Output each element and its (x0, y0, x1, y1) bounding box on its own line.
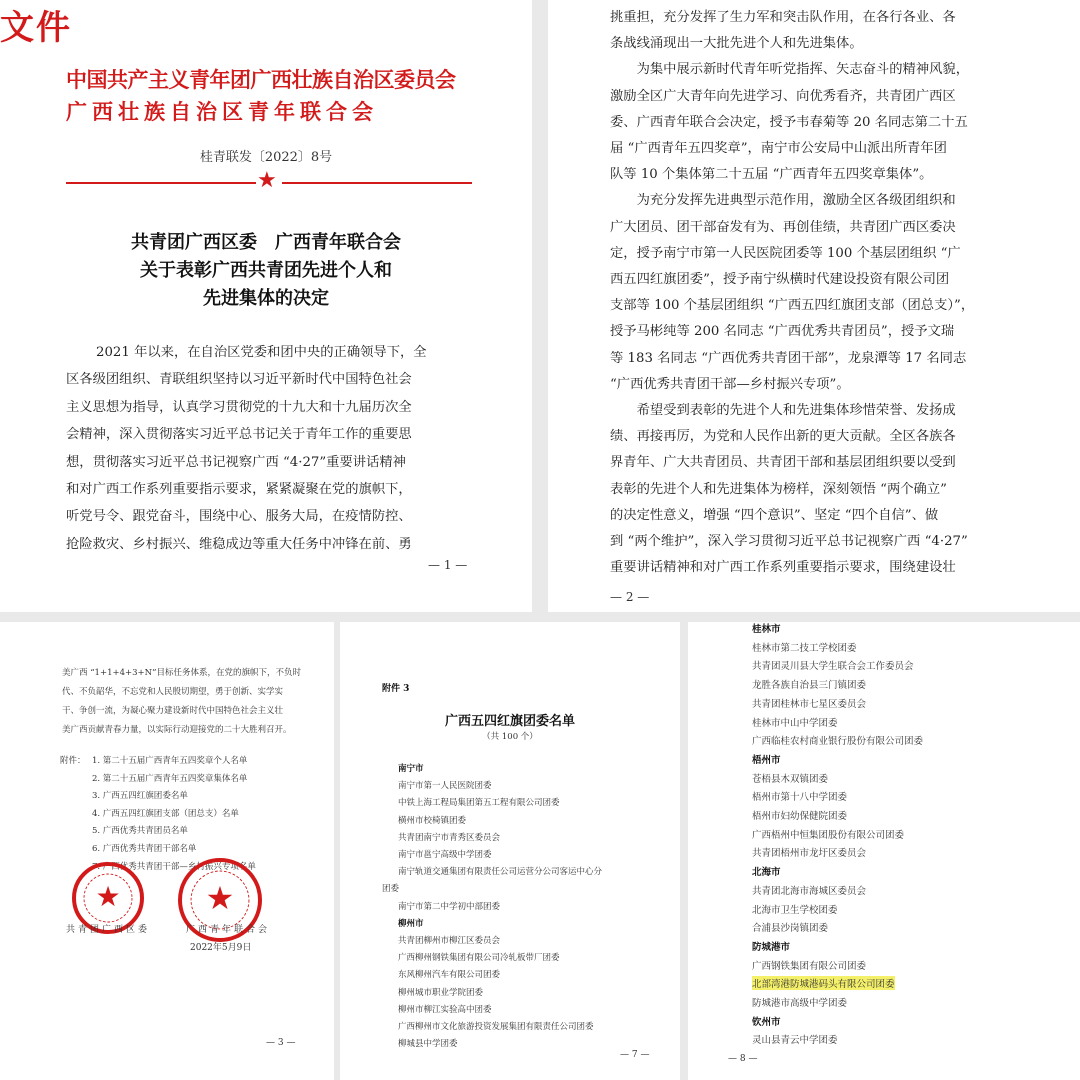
list-item: 柳城县中学团委 (398, 1039, 458, 1050)
page-number: — 2 — (610, 590, 650, 604)
doc-title-line: 先进集体的决定 (203, 288, 329, 309)
signer-right: 广西青年联合会 (186, 925, 271, 935)
body-line: 表彰的先进个人和先进集体为榜样，深刻领悟 “两个确立” (610, 481, 947, 497)
list-item: 共青团柳州市柳江区委员会 (398, 936, 501, 946)
body-line: 条战线涌现出一大批先进个人和先进集体。 (610, 36, 863, 52)
header-suffix: 文件 (0, 8, 72, 48)
red-divider-right (282, 182, 472, 184)
city-heading: 柳州市 (398, 918, 424, 929)
attachment-item: 2. 第二十五届广西青年五四奖章集体名单 (92, 773, 248, 784)
body-line: 届 “广西青年五四奖章”，南宁市公安局中山派出所青年团 (610, 141, 947, 156)
signer-left: 共青团广西区委 (66, 925, 151, 935)
list-item: 梧州市妇幼保健院团委 (752, 811, 848, 822)
list-item: 广西柳州钢铁集团有限公司冷轧板带厂团委 (398, 953, 560, 964)
official-seal-right: ★ (178, 858, 262, 942)
attachments-label: 附件： (60, 756, 86, 766)
list-item: 共青团桂林市七星区委员会 (752, 698, 867, 710)
list-item: 南宁市第二中学初中部团委 (398, 901, 501, 912)
list-item: 横州市校椅镇团委 (398, 815, 467, 826)
list-item: 桂林市第二技工学校团委 (752, 642, 857, 654)
body-line: 为充分发挥先进典型示范作用，激励全区各级团组织和 (610, 193, 956, 209)
list-item: 柳州市柳江实验高中团委 (398, 1004, 492, 1015)
body-line: 授予马彬纯等 200 名同志 “广西优秀共青团员”，授予文瑞 (610, 324, 955, 340)
body-line: 区各级团组织、青联组织坚持以习近平新时代中国特色社会 (66, 372, 412, 388)
body-line: 会精神，深入贯彻落实习近平总书记关于青年工作的重要思 (66, 427, 412, 443)
list-item: 中铁上海工程局集团第五工程有限公司团委 (398, 798, 560, 809)
city-heading: 北海市 (752, 867, 781, 879)
page-3 (0, 622, 334, 1080)
page-5 (688, 622, 1080, 1080)
body-line: “广西优秀共青团干部—乡村振兴专项”。 (610, 376, 850, 392)
body-line: 激励全区广大青年向先进学习、向优秀看齐，共青团广西区 (610, 88, 956, 104)
page-number: — 3 — (266, 1038, 296, 1048)
body-line: 队等 10 个集体第二十五届 “广西青年五四奖章集体”。 (610, 167, 933, 183)
list-item: 龙胜各族自治县三门镇团委 (752, 680, 867, 692)
page-number: — 8 — (728, 1054, 758, 1064)
attachment-item: 6. 广西优秀共青团干部名单 (92, 844, 197, 854)
list-item: 广西临桂农村商业银行股份有限公司团委 (752, 736, 924, 748)
list-item: 南宁市第一人民医院团委 (398, 781, 492, 792)
body-line: 支部等 100 个基层团组织 “广西五四红旗团支部（团总支）”， (610, 298, 975, 314)
list-item: 梧州市第十八中学团委 (752, 792, 848, 804)
list-item: 南宁市邕宁高级中学团委 (398, 850, 492, 860)
doc-number: 桂青联发〔2022〕8号 (199, 150, 333, 165)
list-item: 共青团北海市海城区委员会 (752, 885, 867, 897)
header-line-1: 中国共产主义青年团广西壮族自治区委员会 (66, 67, 456, 92)
body-line: 干、争创一流，为凝心聚力建设新时代中国特色社会主义壮 (62, 706, 284, 716)
body-line: 委、广西青年联合会决定，授予韦春菊等 20 名同志第二十五 (610, 114, 968, 130)
body-line: 为集中展示新时代青年听党指挥、矢志奋斗的精神风貌， (610, 62, 970, 78)
list-item: 共青团南宁市青秀区委员会 (398, 832, 501, 843)
list-item: 南宁轨道交通集团有限责任公司运营分公司客运中心分 (398, 867, 603, 878)
list-item: 共青团灵川县大学生联合会工作委员会 (752, 661, 914, 673)
attachment-item: 7. 广西优秀共青团干部—乡村振兴专项名单 (92, 861, 256, 872)
body-line: 等 183 名同志 “广西优秀共青团干部”，龙泉潭等 17 名同志 (610, 350, 967, 366)
body-line: 的决定性意义，增强 “四个意识”、坚定 “四个自信”、做 (610, 507, 939, 523)
list-item: 合浦县沙岗镇团委 (752, 923, 829, 935)
doc-title-line: 关于表彰广西共青团先进个人和 (140, 260, 392, 281)
list-item: 广西钢铁集团有限公司团委 (752, 960, 867, 972)
attachment-item: 3. 广西五四红旗团委名单 (92, 791, 188, 802)
body-line: 西五四红旗团委”，授予南宁纵横时代建设投资有限公司团 (610, 272, 950, 287)
list-item: 柳州城市职业学院团委 (398, 987, 484, 998)
attachment-item: 4. 广西五四红旗团支部（团总支）名单 (92, 808, 239, 819)
body-line: 绩、再接再厉，为党和人民作出新的更大贡献。全区各族各 (610, 429, 956, 445)
red-divider-left (66, 182, 256, 184)
page-number: — 1 — (428, 558, 468, 572)
red-star-icon: ★ (257, 168, 277, 193)
attachment-item: 1. 第二十五届广西青年五四奖章个人名单 (92, 756, 248, 766)
body-line: 抢险救灾、乡村振兴、维稳成边等重大任务中冲锋在前、勇 (66, 536, 412, 552)
attachment-label: 附件 3 (382, 684, 410, 694)
page-number: — 7 — (620, 1050, 650, 1060)
body-line: 代、不负韶华，不忘党和人民殷切期望，勇于创新、实学实 (62, 687, 284, 697)
city-heading: 南宁市 (398, 764, 424, 774)
list-item: 东风柳州汽车有限公司团委 (398, 970, 501, 981)
list-item: 共青团梧州市龙圩区委员会 (752, 848, 867, 860)
list-item: 广西梧州中恒集团股份有限公司团委 (752, 829, 905, 841)
body-line: 和对广西工作系列重要指示要求，紧紧凝聚在党的旗帜下， (66, 482, 412, 497)
list-title: 广西五四红旗团委名单 (444, 714, 575, 729)
body-line: 希望受到表彰的先进个人和先进集体珍惜荣誉、发扬成 (610, 403, 956, 418)
city-heading: 桂林市 (752, 624, 781, 635)
body-line: 听党号令、跟党奋斗，围绕中心、服务大局，在疫情防控、 (66, 509, 412, 525)
header-line-2: 广西壮族自治区青年联合会 (66, 99, 378, 124)
attachment-item: 5. 广西优秀共青团员名单 (92, 826, 188, 837)
body-line: 美广西贡献青春力量，以实际行动迎接党的二十大胜利召开。 (62, 725, 292, 735)
body-line: 2021 年以来，在自治区党委和团中央的正确领导下，全 (96, 345, 427, 360)
highlighted-list-item: 北部湾港防城港码头有限公司团委 (752, 976, 895, 990)
list-item: 防城港市高级中学团委 (752, 998, 848, 1009)
page-1 (0, 0, 532, 612)
body-line: 界青年、广大共青团员、共青团干部和基层团组织要以受到 (610, 455, 956, 471)
body-line: 到 “两个维护”，深入学习贯彻习近平总书记视察广西 “4·27” (610, 534, 968, 549)
list-item: 桂林市中山中学团委 (752, 717, 838, 729)
body-line: 重要讲话精神和对广西工作系列重要指示要求，围绕建设壮 (610, 560, 956, 576)
list-item: 广西柳州市文化旅游投资发展集团有限责任公司团委 (398, 1022, 594, 1032)
body-line: 定，授予南宁市第一人民医院团委等 100 个基层团组织 “广 (610, 245, 961, 261)
list-subtitle: （共 100 个） (482, 732, 538, 742)
list-item: 团委 (382, 884, 400, 895)
list-item: 灵山县青云中学团委 (752, 1035, 838, 1047)
official-seal-left: ★ (72, 862, 144, 934)
list-item: 苍梧县木双镇团委 (752, 773, 829, 785)
city-heading: 钦州市 (752, 1016, 781, 1028)
city-heading: 防城港市 (752, 941, 791, 953)
doc-title-line: 共青团广西区委 广西青年联合会 (131, 232, 401, 253)
body-line: 想，贯彻落实习近平总书记视察广西 “4·27”重要讲话精神 (66, 454, 406, 470)
body-line: 美广西 “1+1+4+3+N”目标任务体系，在党的旗帜下，不负时 (62, 668, 301, 678)
city-heading: 梧州市 (752, 754, 781, 766)
issue-date: 2022年5月9日 (190, 943, 252, 953)
body-line: 挑重担，充分发挥了生力军和突击队作用，在各行各业、各 (610, 10, 956, 25)
body-line: 主义思想为指导，认真学习贯彻党的十九大和十九届历次全 (66, 399, 412, 415)
body-line: 广大团员、团干部奋发有为、再创佳绩，共青团广西区委决 (610, 219, 956, 235)
list-item: 北海市卫生学校团委 (752, 904, 838, 916)
